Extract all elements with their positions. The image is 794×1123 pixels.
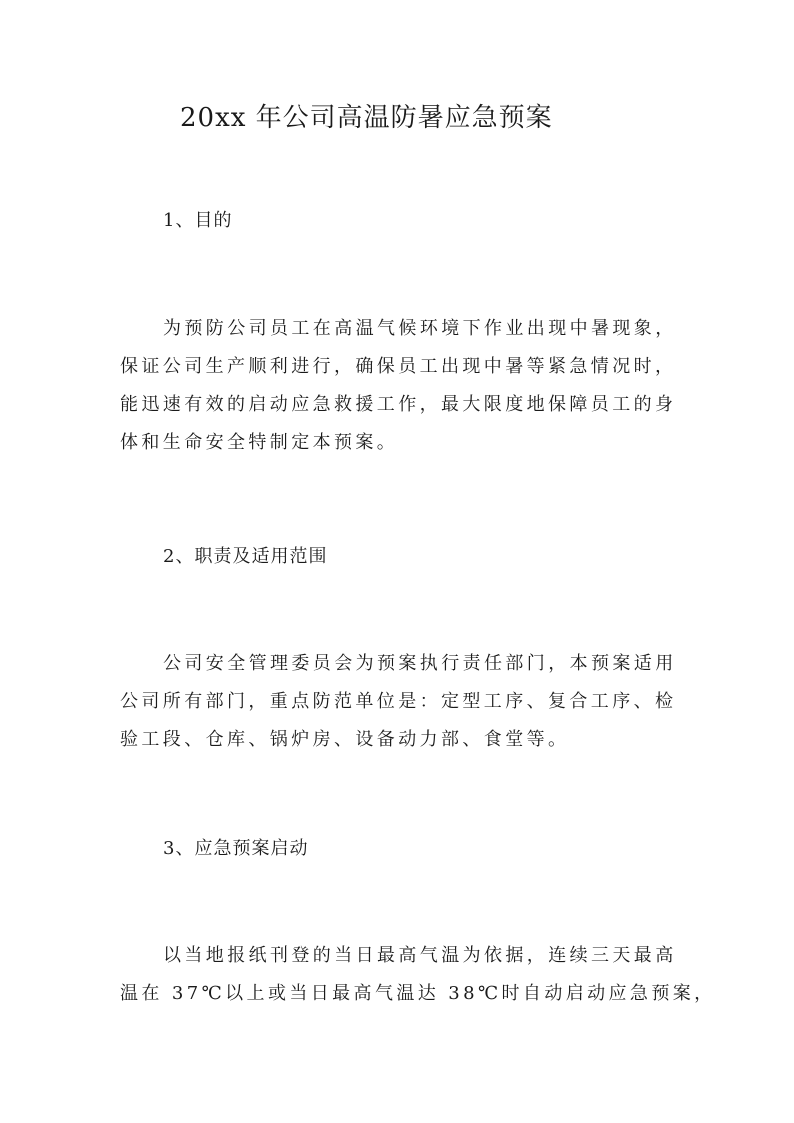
paragraph-line: 保证公司生产顺利进行，确保员工出现中暑等紧急情况时， [120, 356, 677, 377]
section-paragraph-activation [120, 937, 716, 1013]
section-heading-responsibility: 2、职责及适用范围 [163, 546, 328, 567]
paragraph-line: 能迅速有效的启动应急救援工作，最大限度地保障员工的身 [120, 394, 677, 415]
paragraph-line: 公司安全管理委员会为预案执行责任部门，本预案适用 [163, 653, 677, 674]
document-title: 20xx 年公司高温防暑应急预案 [180, 103, 553, 133]
paragraph-line: 验工段、仓库、锅炉房、设备动力部、食堂等。 [120, 729, 570, 750]
paragraph-line: 体和生命安全特制定本预案。 [120, 432, 399, 453]
section-paragraph-responsibility [120, 645, 680, 759]
section-paragraph-purpose [120, 310, 680, 462]
section-heading-activation: 3、应急预案启动 [163, 838, 309, 859]
paragraph-line: 公司所有部门，重点防范单位是：定型工序、复合工序、检 [120, 691, 677, 712]
paragraph-line: 为预防公司员工在高温气候环境下作业出现中暑现象， [163, 318, 677, 339]
section-heading-purpose: 1、目的 [163, 210, 233, 231]
paragraph-line: 以当地报纸刊登的当日最高气温为依据，连续三天最高 [163, 945, 677, 966]
paragraph-line: 温在 37℃以上或当日最高气温达 38℃时自动启动应急预案， [120, 983, 716, 1004]
